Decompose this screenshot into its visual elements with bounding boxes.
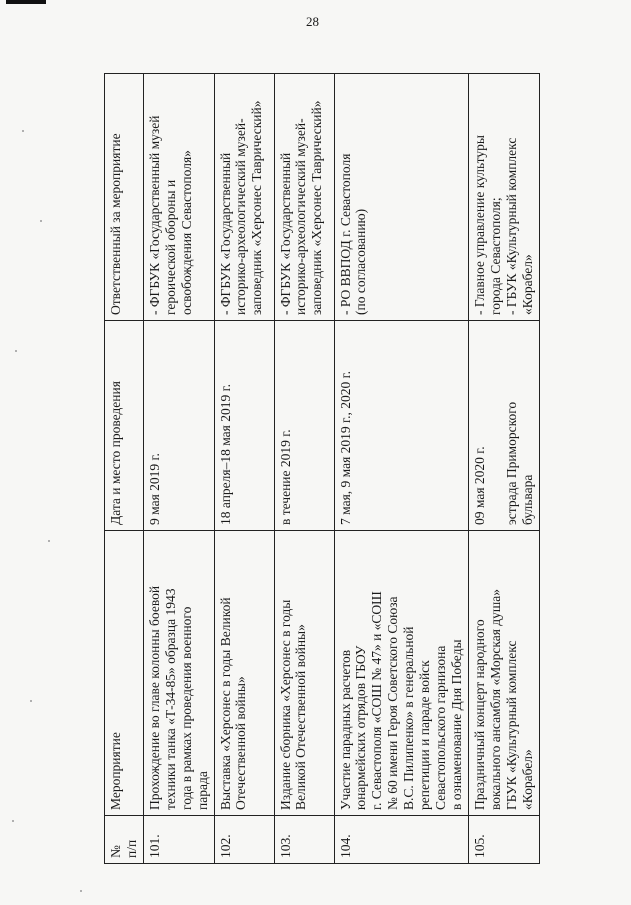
cell-num: 104.: [334, 816, 468, 864]
cell-date: [468, 321, 539, 531]
scan-speck: [22, 130, 24, 132]
cell-event-line: Прохождение во главе колонны боевой: [146, 585, 162, 810]
cell-event-line: № 60 имени Героя Советского Союза: [385, 596, 401, 810]
scan-speck: [80, 890, 82, 892]
cell-date-line: 09 мая 2020 г.: [471, 446, 487, 525]
cell-event: [468, 531, 539, 816]
cell-event-line: Отечественной войны»: [233, 676, 249, 810]
cell-responsible-line: героической обороны и: [162, 179, 178, 315]
events-table-container: [104, 74, 535, 864]
cell-event-line: репетиции и параде войск: [417, 660, 433, 810]
cell-date-line: 9 мая 2019 г.: [146, 453, 162, 525]
scan-speck: [15, 350, 17, 352]
cell-event-line: юнармейских отрядов ГБОУ: [353, 645, 369, 810]
cell-date-line: [488, 326, 504, 525]
cell-date-line: 18 апреля–18 мая 2019 г.: [217, 383, 233, 525]
cell-date-line: эстрада Приморского: [503, 401, 519, 525]
cell-event-line: парада: [194, 771, 210, 810]
header-event: Мероприятие: [105, 531, 144, 816]
cell-event: [334, 531, 468, 816]
cell-responsible-line: (по согласованию): [353, 208, 369, 315]
cell-responsible: [274, 74, 334, 321]
cell-date-line: бульвара: [519, 474, 535, 525]
table-row: [468, 74, 539, 864]
cell-event-line: техники танка «Т-34-85» образца 1943: [162, 588, 178, 810]
cell-event-line: в ознаменование Дня Победы: [448, 639, 464, 810]
header-date: Дата и место проведения: [105, 321, 144, 531]
table-row: [274, 74, 334, 864]
cell-responsible-line: - РО ВВПОД г. Севастополя: [337, 153, 353, 315]
cell-responsible-line: города Севастополя;: [487, 197, 503, 315]
cell-responsible: [143, 74, 214, 321]
cell-event-line: Участие парадных расчетов: [337, 649, 353, 810]
cell-num: 101.: [143, 816, 214, 864]
scan-edge-mark: [6, 0, 46, 4]
cell-responsible: [334, 74, 468, 321]
cell-responsible-line: заповедник «Херсонес Таврический»: [249, 100, 265, 315]
header-num: № п/п: [105, 816, 144, 864]
cell-event: [143, 531, 214, 816]
scan-speck: [12, 820, 14, 822]
cell-event-line: г. Севастополя «СОШ № 47» и «СОШ: [369, 591, 385, 810]
cell-responsible: [468, 74, 539, 321]
scan-speck: [30, 700, 32, 702]
cell-date-line: в течение 2019 г.: [277, 429, 293, 525]
cell-event-line: года в рамках проведения военного: [178, 606, 194, 810]
cell-responsible-line: - ФГБУК «Государственный музей: [146, 115, 162, 315]
cell-num: 103.: [274, 816, 334, 864]
cell-event-line: ГБУК «Культурный комплекс: [503, 640, 519, 810]
cell-responsible-line: заповедник «Херсонес Таврический»: [309, 100, 325, 315]
header-responsible: Ответственный за мероприятие: [105, 74, 144, 321]
cell-event: [274, 531, 334, 816]
table-header-row: [105, 74, 144, 864]
cell-event-line: В.С. Пилипенко» в генеральной: [401, 626, 417, 810]
scan-speck: [48, 540, 50, 542]
cell-num: 102.: [214, 816, 274, 864]
cell-date: [274, 321, 334, 531]
cell-event-line: Великой Отечественной войны»: [293, 624, 309, 810]
table-row: [214, 74, 274, 864]
cell-responsible-line: - ГБУК «Культурный комплекс: [503, 137, 519, 315]
cell-event-line: вокального ансамбля «Морская душа»: [487, 588, 503, 810]
cell-responsible-line: историко-археологический музей-: [233, 118, 249, 315]
events-table: [104, 73, 540, 864]
table-row: [143, 74, 214, 864]
cell-event-line: «Корабел»: [519, 749, 535, 810]
table-row: [334, 74, 468, 864]
cell-date: [214, 321, 274, 531]
cell-responsible-line: освобождения Севастополя»: [178, 150, 194, 315]
cell-date: [143, 321, 214, 531]
cell-responsible-line: историко-археологический музей-: [293, 118, 309, 315]
page-number: 28: [306, 14, 319, 29]
cell-num: 105.: [468, 816, 539, 864]
cell-event: [214, 531, 274, 816]
cell-responsible-line: - Главное управление культуры: [471, 135, 487, 315]
cell-date: [334, 321, 468, 531]
cell-event-line: Издание сборника «Херсонес в годы: [277, 599, 293, 810]
cell-responsible-line: - ФГБУК «Государственный: [277, 152, 293, 315]
cell-event-line: Праздничный концерт народного: [471, 619, 487, 810]
cell-date-line: 7 мая, 9 мая 2019 г., 2020 г.: [337, 371, 353, 525]
scan-speck: [40, 220, 42, 222]
cell-responsible-line: - ФГБУК «Государственный: [217, 152, 233, 315]
cell-event-line: Севастопольского гарнизона: [433, 645, 449, 810]
cell-event-line: Выставка «Херсонес в годы Великой: [217, 597, 233, 810]
cell-responsible: [214, 74, 274, 321]
cell-responsible-line: «Корабел»: [519, 254, 535, 315]
